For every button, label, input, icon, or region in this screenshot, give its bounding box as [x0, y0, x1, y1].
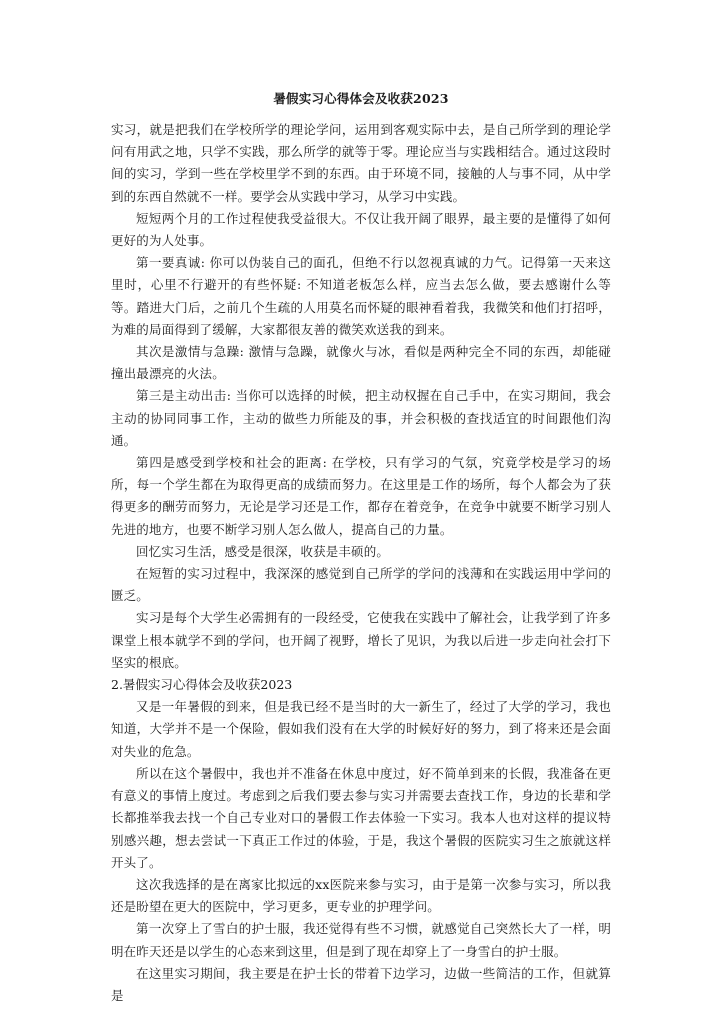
paragraph: 实习是每个大学生必需拥有的一段经受，它使我在实践中了解社会，让我学到了许多课堂上根本就学不到的学问，也开阔了视野，增长了见识，为我以后进一步走向社会打下坚实的根底。 [111, 610, 611, 670]
paragraph: 回忆实习生活，感受是很深，收获是丰硕的。 [136, 543, 390, 559]
paragraph: 所以在这个暑假中，我也并不准备在休息中度过，好不简单到来的长假，我准备在更有意义的事情上度过。考虑到之后我们要去参与实习并需要去查找工作，身边的长辈和学长都推举我去找一个自己专业对口的暑假工作去体验一下实习。我本人也对这样的提议特别感兴趣，想去尝试一下真正工作过的体验，于是，我这个暑假的医院实习生之旅就这样开头了。 [111, 765, 611, 870]
paragraph: 第三是主动出击: 当你可以选择的时候，把主动权握在自己手中，在实习期间，我会主动的协同同事工作，主动的做些力所能及的事，并会积极的查找适宜的时间跟他们沟通。 [111, 388, 611, 448]
section-2-heading: 2.暑假实习心得体会及收获2023 [111, 677, 293, 693]
paragraph: 又是一年暑假的到来，但是我已经不是当时的大一新生了，经过了大学的学习，我也知道，大学并不是一个保险，假如我们没有在大学的时候好好的努力，到了将来还是会面对失业的危急。 [111, 699, 611, 759]
document-page [111, 88, 611, 1007]
paragraph: 第四是感受到学校和社会的距离: 在学校，只有学习的气氛，究竟学校是学习的场所，每一个学生都在为取得更高的成绩而努力。在这里是工作的场所，每个人都会为了获得更多的酬劳而努力，无论是学习还是工作，都存在着竞争，在竞争中就要不断学习别人先进的地方，也要不断学习别人怎么做人，提高自己的力量。 [111, 455, 611, 537]
paragraph: 实习，就是把我们在学校所学的理论学问，运用到客观实际中去，是自己所学到的理论学问有用武之地，只学不实践，那么所学的就等于零。理论应当与实践相结合。通过这段时间的实习，学到一些在学校里学不到的东西。由于环境不同，接触的人与事不同，从中学到的东西自然就不一样。要学会从实践中学习，从学习中实践。 [111, 122, 611, 204]
paragraph: 在短暂的实习过程中，我深深的感觉到自己所学的学问的浅薄和在实践运用中学问的匮乏。 [111, 566, 611, 604]
section-2-body [111, 696, 611, 1007]
paragraph: 第一要真诚: 你可以伪装自己的面孔，但绝不行以忽视真诚的力气。记得第一天来这里时，心里不行避开的有些怀疑: 不知道老板怎么样，应当去怎么做，要去感谢什么等等。踏进大门后，之前几个生疏的人用莫名而怀疑的眼神看着我，我微笑和他们打招呼，为难的局面得到了缓解，大家都很友善的微笑欢送我的到来。 [111, 255, 611, 337]
document-title: 暑假实习心得体会及收获2023 [273, 91, 449, 106]
section-1-body [111, 119, 611, 674]
paragraph: 在这里实习期间，我主要是在护士长的带着下边学习，边做一些简洁的工作，但就算是 [111, 965, 611, 1003]
paragraph: 其次是激情与急躁: 激情与急躁，就像火与冰，看似是两种完全不同的东西，却能碰撞出最漂亮的火法。 [111, 344, 611, 382]
paragraph: 第一次穿上了雪白的护士服，我还觉得有些不习惯，就感觉自己突然长大了一样，明明在昨天还是以学生的心态来到这里，但是到了现在却穿上了一身雪白的护士服。 [111, 921, 611, 959]
paragraph: 短短两个月的工作过程使我受益很大。不仅让我开阔了眼界，最主要的是懂得了如何更好的为人处事。 [111, 210, 611, 249]
paragraph: 这次我选择的是在离家比拟远的xx医院来参与实习，由于是第一次参与实习，所以我还是盼望在更大的医院中，学习更多，更专业的护理学问。 [111, 876, 611, 915]
